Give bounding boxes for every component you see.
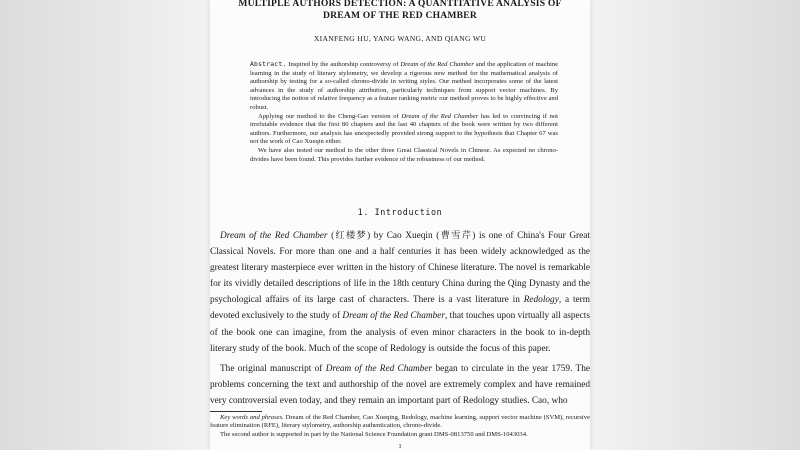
book-title: Dream of the Red Chamber — [342, 311, 445, 322]
body-text: began to circulate in the year 1759. The problems concerning the text and authorship of the novel are extremely complex and have remained very controversial even today, and they remain an important part of Redology studies. Cao, who — [210, 363, 590, 406]
abstract-text: Applying our method to the Cheng-Gao version of — [258, 112, 402, 120]
body-paragraph-1 — [210, 228, 590, 357]
body-text: is one of China's Four Great Classical Novels. For more than one and a half centuries it has been widely acknowledged as the greatest literary masterpiece ever written in the history of Chinese literature. The novel is remarkable for its vividly detailed descriptions of life in the 18th century China during the Qing Dynasty and the psychological affairs of its large cast of characters. There is a vast literature in — [210, 231, 590, 306]
book-title: Dream of the Red Chamber — [220, 231, 328, 241]
abstract — [250, 60, 558, 164]
book-title: Dream of the Red Chamber — [401, 112, 479, 120]
abstract-text: and the application of machine learning in the study of literary stylometry, we develop a rigorous new method for the mathematical analysis of authorship by testing for a so-called chrono-divide in writing styles. Our method incorporates some of the latest advances in the study of authorship attribution, particularly techniques from support vector machines. By introducing the notion of relative frequency as a feature ranking metric our method proves to be highly effective and robust. — [250, 61, 559, 111]
background-right — [590, 0, 800, 450]
keywords-text: Dream of the Red Chamber, Cao Xueqing, Redology, machine learning, support vector machine (SVM), recursive feature elimination (RFE), literary stylometry, authorship authentication, chrono-divide. — [210, 414, 590, 430]
title-line-2: DREAM OF THE RED CHAMBER — [322, 10, 478, 21]
chinese-name: (曹雪芹) — [436, 231, 476, 241]
book-title: Dream of the Red Chamber — [325, 363, 433, 374]
title-line-1: MULTIPLE AUTHORS DETECTION: A QUANTITATIVE ANALYSIS OF — [238, 0, 562, 9]
abstract-text: Inspired by the authorship controversy of — [288, 61, 401, 68]
funding-footnote: The second author is supported in part by the National Science Foundation grant DMS-0813750 and DMS-1043034. — [220, 430, 528, 438]
keywords-label: Key words and phrases. — [220, 414, 284, 421]
body-text: , a term devoted exclusively to the study of — [210, 295, 590, 322]
page-number: 1 — [398, 443, 402, 450]
book-title: Dream of the Red Chamber — [400, 61, 474, 68]
paper-title — [210, 0, 590, 22]
abstract-paragraph-1 — [250, 60, 558, 113]
keywords-footnote — [210, 414, 590, 431]
body-paragraph-2 — [210, 361, 590, 409]
body-text: , that touches upon virtually all aspects of the book one can imagine, from the analysis of even minor characters in the book to in-depth literary study of the book. Much of the scope of Redology is outside the focus of this paper. — [210, 311, 591, 354]
background-left — [0, 0, 210, 450]
paper-page — [210, 0, 590, 450]
authors: XIANFENG HU, YANG WANG, AND QIANG WU — [313, 34, 487, 43]
abstract-text: has led to convincing if not irrefutable evidence that the first 80 chapters and the last 40 chapters of the book were written by two different authors. Furthermore, our analysis has unexpectedly provided strong support to the hypothesis that Chapter 67 was not the work of Cao Xueqin either. — [250, 112, 558, 146]
abstract-label: Abstract. — [250, 60, 287, 68]
abstract-paragraph-2 — [250, 113, 558, 147]
body-text: by Cao Xueqin — [370, 231, 437, 241]
abstract-paragraph-3: We have also tested our method to the other three Great Classical Novels in Chinese. As expected no chrono-divides have been found. This provides further evidence of the robustness of our method. — [250, 146, 558, 163]
footnote-divider — [210, 411, 262, 412]
body-text: The original manuscript of — [220, 363, 326, 374]
redology-term: Redology — [523, 295, 559, 306]
chinese-title: (红楼梦) — [327, 231, 371, 241]
section-heading: 1. Introduction — [357, 207, 443, 217]
footnotes — [210, 414, 590, 439]
introduction-body — [210, 228, 590, 409]
